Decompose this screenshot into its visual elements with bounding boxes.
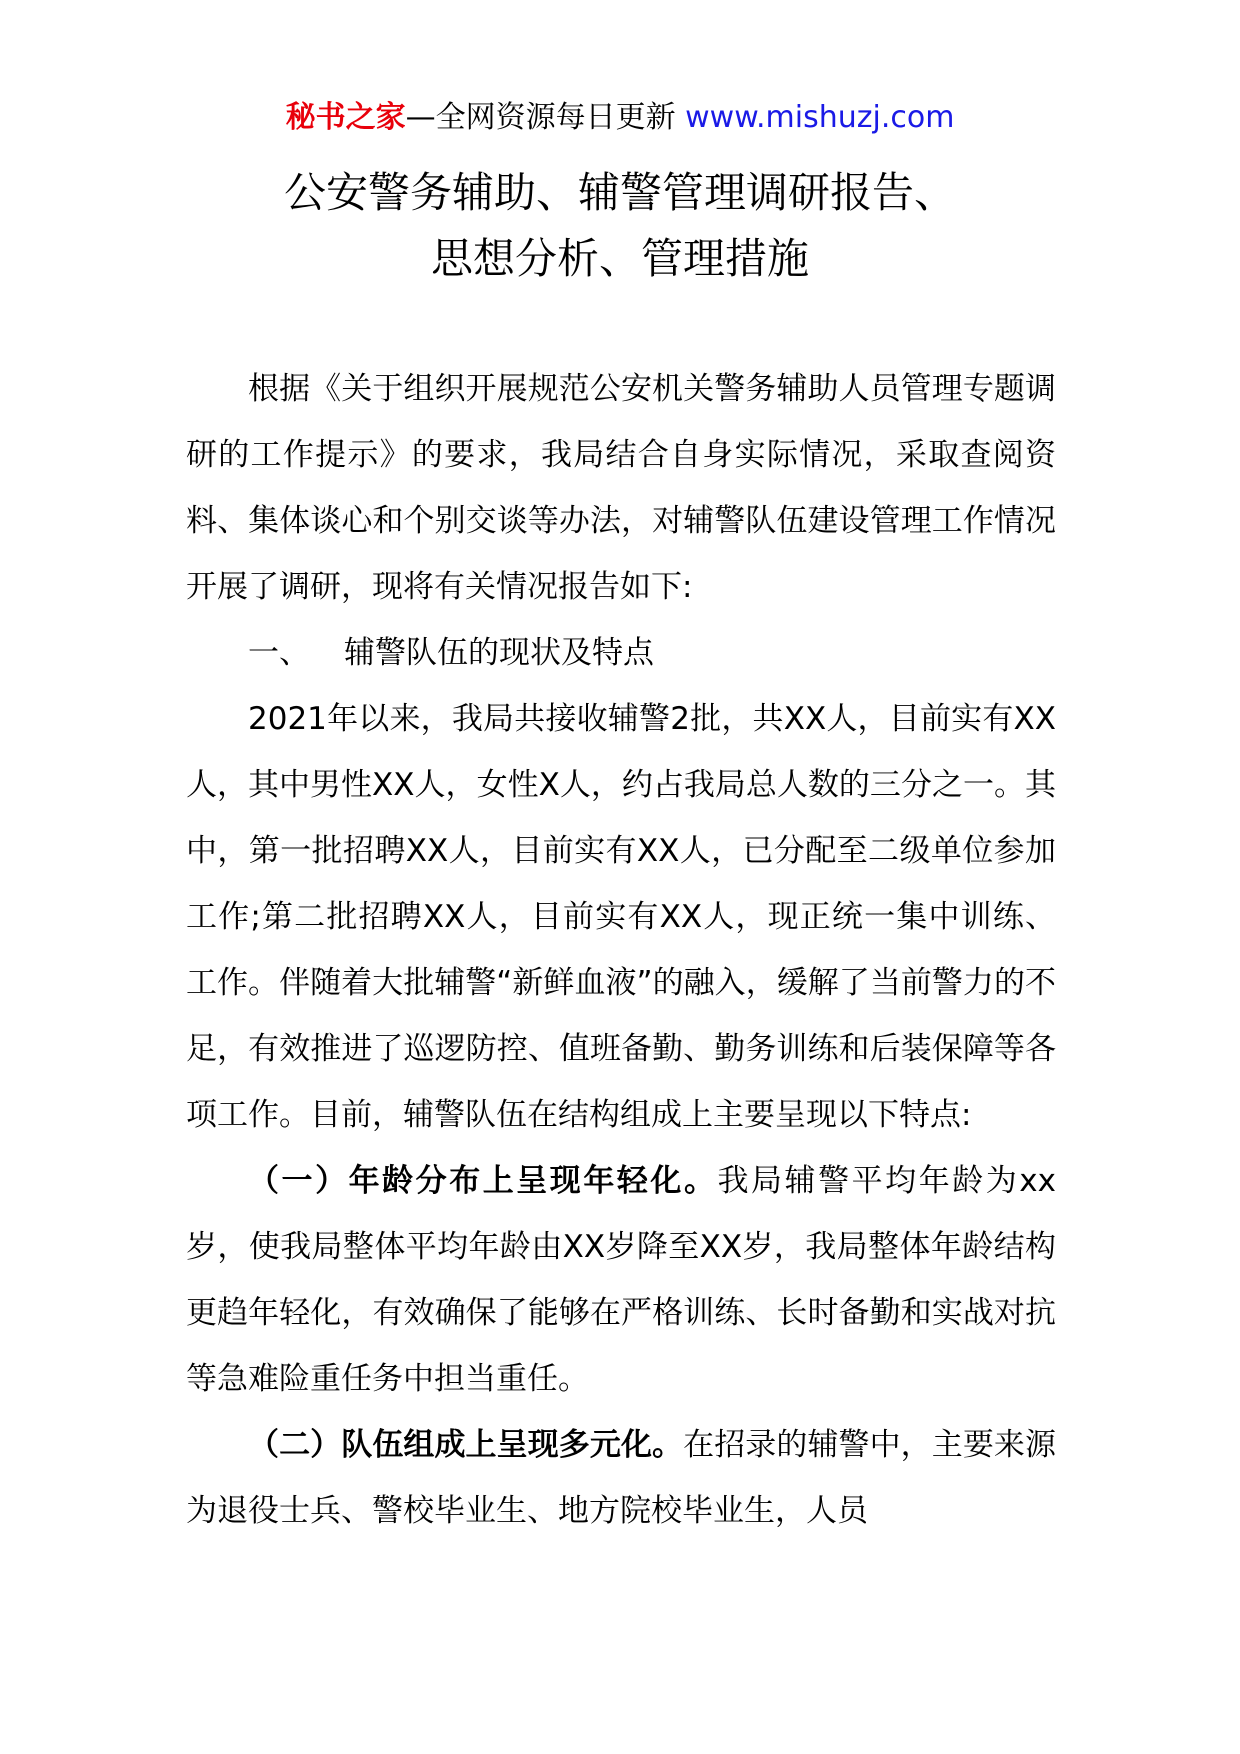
brand-name: 秘书之家 [285, 100, 406, 135]
point-1-paragraph [186, 1148, 1056, 1412]
point-1-heading: （一）年龄分布上呈现年轻化。 [248, 1163, 718, 1199]
point-2-text: 在招录的辅警中，主要来源为退役士兵、警校毕业生、地方院校毕业生，人员 [186, 1427, 1057, 1529]
section-1-title: 辅警队伍的现状及特点 [344, 635, 654, 671]
point-2-paragraph [186, 1412, 1056, 1544]
status-paragraph: 2021年以来，我局共接收辅警2批，共XX人，目前实有XX人，其中男性XX人，女性X人，约占我局总人数的三分之一。其中，第一批招聘XX人，目前实有XX人，已分配至二级单位参加工作;第二批招聘XX人，目前实有XX人，现正统一集中训练、工作。伴随着大批辅警“新鲜血液”的融入，缓解了当前警力的不足，有效推进了巡逻防控、值班备勤、勤务训练和后装保障等各项工作。目前，辅警队伍在结构组成上主要呈现以下特点: [186, 701, 1056, 1133]
intro-paragraph: 根据《关于组织开展规范公安机关警务辅助人员管理专题调研的工作提示》的要求，我局结合自身实际情况，采取查阅资料、集体谈心和个别交谈等办法，对辅警队伍建设管理工作情况开展了调研，现将有关情况报告如下: [186, 371, 1056, 605]
site-header [0, 98, 1240, 138]
point-2-heading: （二）队伍组成上呈现多元化。 [248, 1427, 684, 1463]
document-title [0, 160, 1240, 292]
section-1-heading [186, 620, 1056, 686]
point-1-text: 我局辅警平均年龄为xx岁，使我局整体平均年龄由XX岁降至XX岁，我局整体年龄结构更趋年轻化，有效确保了能够在严格训练、长时备勤和实战对抗等急难险重任务中担当重任。 [186, 1163, 1056, 1397]
site-url-link[interactable]: www.mishuzj.com [685, 100, 955, 135]
document-body [186, 356, 1056, 1544]
header-tagline: —全网资源每日更新 [405, 100, 676, 135]
title-line-2: 思想分析、管理措施 [430, 234, 809, 283]
section-1-number: 一、 [248, 635, 310, 671]
title-line-1: 公安警务辅助、辅警管理调研报告、 [283, 168, 956, 217]
